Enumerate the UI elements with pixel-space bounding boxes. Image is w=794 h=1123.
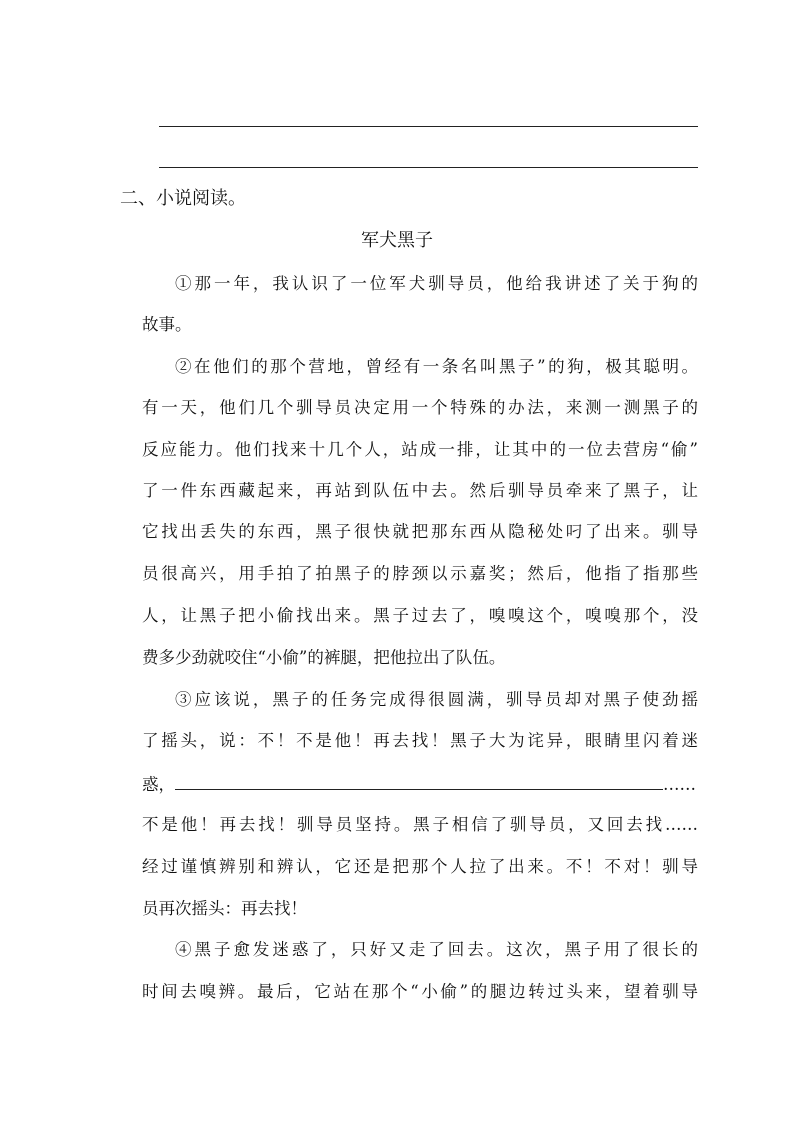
section-heading: 二、小说阅读。 xyxy=(120,188,246,209)
story-title: 军犬黑子 xyxy=(361,230,433,251)
paragraph-2-line-4: 了一件东西藏起来，再站到队伍中去。然后驯导员牵来了黑子，让 xyxy=(142,481,698,500)
paragraph-4-line-1: ④黑子愈发迷惑了，只好又走了回去。这次，黑子用了很长的 xyxy=(175,940,698,959)
paragraph-2-line-1: ②在他们的那个营地，曾经有一条名叫黑子”的狗，极其聪明。 xyxy=(175,357,698,376)
paragraph-1-line-1: ①那一年，我认识了一位军犬驯导员，他给我讲述了关于狗的 xyxy=(175,274,698,293)
paragraph-2-line-8: 费多少劲就咬住“小偷”的裤腿，把他拉出了队伍。 xyxy=(142,648,506,667)
paragraph-2-line-6: 员很高兴，用手拍了拍黑子的脖颈以示嘉奖；然后，他指了指那些 xyxy=(142,564,698,583)
blank-prefix: 惑， xyxy=(142,775,175,794)
paragraph-3-line-4: 不是他！再去找！驯导员坚持。黑子相信了驯导员，又回去找…… xyxy=(142,815,698,834)
answer-line-2 xyxy=(159,167,698,168)
blank-suffix: …… xyxy=(663,775,696,794)
paragraph-3-line-1: ③应该说，黑子的任务完成得很圆满，驯导员却对黑子使劲摇 xyxy=(175,690,698,709)
fill-in-blank-line xyxy=(142,771,698,797)
paragraph-2-line-3: 反应能力。他们找来十几个人，站成一排，让其中的一位去营房“偷” xyxy=(142,440,698,459)
paragraph-3-line-2: 了摇头，说：不！不是他！再去找！黑子大为诧异，眼睛里闪着迷 xyxy=(142,731,698,750)
paragraph-3-line-5: 经过谨慎辨别和辨认，它还是把那个人拉了出来。不！不对！驯导 xyxy=(142,857,698,876)
answer-blank[interactable] xyxy=(175,771,663,790)
paragraph-2-line-5: 它找出丢失的东西，黑子很快就把那东西从隐秘处叼了出来。驯导 xyxy=(142,522,698,541)
answer-line-1 xyxy=(159,126,698,127)
paragraph-2-line-2: 有一天，他们几个驯导员决定用一个特殊的办法，来测一测黑子的 xyxy=(142,398,698,417)
paragraph-1-line-2: 故事。 xyxy=(142,315,192,334)
paragraph-3-line-6: 员再次摇头：再去找！ xyxy=(142,899,307,918)
paragraph-2-line-7: 人，让黑子把小偷找出来。黑子过去了，嗅嗅这个，嗅嗅那个，没 xyxy=(142,606,698,625)
paragraph-4-line-2: 时间去嗅辨。最后，它站在那个“小偷”的腿边转过头来，望着驯导 xyxy=(142,982,698,1001)
